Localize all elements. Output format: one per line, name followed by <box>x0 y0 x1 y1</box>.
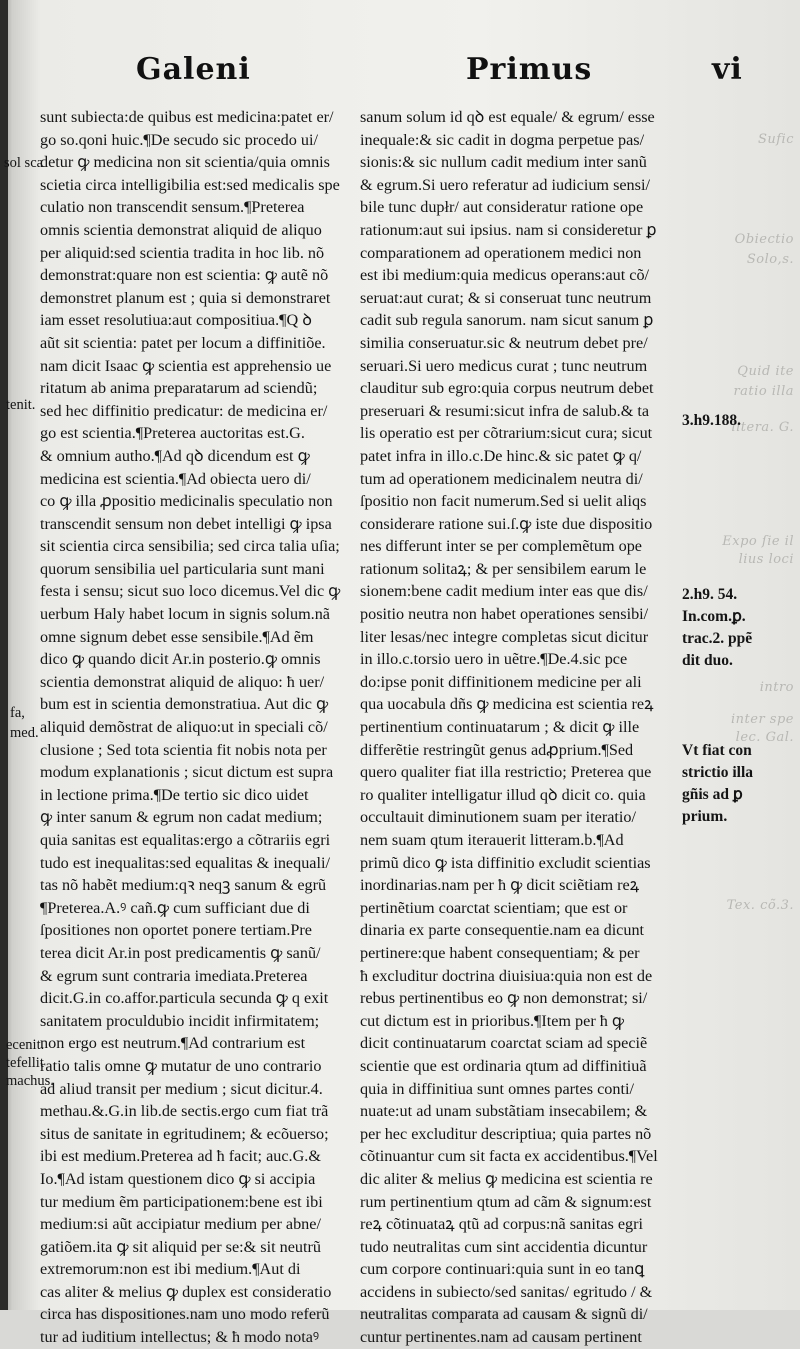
text-line: nem suam qtum iterauerit litteram.b.¶Ad <box>360 831 624 849</box>
text-line: scientie que est ordinaria qtum ad diffinitiuã <box>360 1056 647 1075</box>
margin-note-left: fa, <box>10 705 25 721</box>
text-line: rebus pertinentibus eo ꝙ non demonstrat; si/ <box>360 989 648 1008</box>
text-column-right <box>360 106 680 1349</box>
show-through-text: lius loci <box>738 552 794 567</box>
text-line: omnis scientia demonstrat aliquid de aliquo <box>40 220 322 239</box>
text-line: extremorum:non est ibi medium.¶Aut di <box>40 1260 301 1279</box>
text-line: comparationem ad operationem medici non <box>360 243 642 262</box>
text-line: aũt sit scientia: patet per locum a diffinitiõe. <box>40 333 326 352</box>
margin-note-left: ecenit. <box>6 1037 45 1053</box>
margin-note-left: med. <box>10 725 39 741</box>
text-line: ſpositio non facit numerum.Sed si uelit aliqs <box>360 492 647 511</box>
text-line: nes differunt inter se per complemẽtum ope <box>360 537 642 556</box>
margin-note-right: Vt fiat con <box>682 742 752 759</box>
text-line: ro qualiter intelligatur illud qꝺ dicit co. quia <box>360 785 646 804</box>
text-line: cuntur pertinentes.nam ad causam pertinent <box>360 1328 642 1347</box>
margin-note-right: 3.h9.188. <box>682 412 741 429</box>
show-through-text: Expo ſie il <box>722 534 794 549</box>
text-line: cadit sub regula sanorum. nam sicut sanum ꝑ <box>360 311 654 330</box>
text-line: neutralitas comparata ad causam & signũ di/ <box>360 1305 648 1324</box>
text-line: quia sanitas est equalitas:ergo a cõtrariis egri <box>40 831 331 849</box>
text-line: in lectione prima.¶De tertio sic dico uidet <box>40 785 309 804</box>
text-line: ad aliud transit per medium ; sicut dicitur.4. <box>40 1079 323 1098</box>
text-line: transcendit sensum non debet intelligi ꝙ ipsa <box>40 514 332 533</box>
text-line: seruari.Si uero medicus curat ; tunc neutrum <box>360 356 648 375</box>
show-through-text: Sufic <box>757 132 794 147</box>
text-line: differẽtie restringũt genus adꝓprium.¶Sed <box>360 740 634 759</box>
text-line: ibi est medium.Preterea ad ħ facit; auc.G.& <box>40 1147 321 1166</box>
text-line: iam esset resolutiua:aut compositiua.¶Q ꝺ <box>40 311 312 330</box>
text-line: patet infra in illo.c.De hinc.& sic patet ꝙ q/ <box>360 446 642 465</box>
text-line: gatiõem.ita ꝙ sit aliquid per se:& sit neutrũ <box>40 1237 321 1256</box>
text-line: terea dicit Ar.in post predicamentis ꝙ sanũ/ <box>40 943 321 962</box>
text-line: primũ dico ꝙ ista diffinitio excludit scientias <box>360 853 651 872</box>
text-line: preseruari & resumi:sicut infra de salub.& ta <box>360 401 650 420</box>
text-line: occultauit diminutionem suam per iteratio/ <box>360 808 637 827</box>
text-line: dico ꝙ quando dicit Ar.in posterio.ꝙ omnis <box>40 650 321 669</box>
text-line: inordinarias.nam per ħ ꝙ dicit sciẽtiam reꝝ <box>360 876 640 895</box>
text-line: detur ꝙ medicina non sit scientia/quia omnis <box>40 153 330 172</box>
text-line: pertinentium continuatarum ; & dicit ꝙ ille <box>360 718 640 737</box>
text-line: clauditur sub egro:quia corpus neutrum debet <box>360 379 654 398</box>
text-line: lis operatio est per cõtrarium:sicut cura; sicut <box>360 424 653 443</box>
text-line: nuate:ut ad unam substãtiam inseсabilem; & <box>360 1102 648 1121</box>
show-through-text: inter spe <box>731 712 794 727</box>
text-line: tur ad iuditium intellectus; & ħ modo notaꝰ <box>40 1328 320 1347</box>
text-line: cas aliter & melius ꝙ duplex est consideratio <box>40 1282 332 1301</box>
text-line: demonstret planum est ; quia si demonstraret <box>40 288 331 307</box>
text-line: considerare ratione sui.ſ.ꝙ iste due dispositio <box>360 514 653 533</box>
text-line: cum corpore continuari:quia sunt in eo tanꝗ <box>360 1260 645 1279</box>
margin-note-left: tenit. <box>6 397 36 413</box>
show-through-text: Solo,s. <box>746 252 794 267</box>
show-through-text: Obiectio <box>734 232 794 247</box>
text-line: omne signum debet esse sensibile.¶Ad ẽm <box>40 627 314 646</box>
text-line: in illo.c.torsio uero in uẽtre.¶De.4.sic pce <box>360 650 628 669</box>
text-line: pertinere:que habent consequentiam; & per <box>360 943 640 962</box>
text-line: aliquid demõstrat de aliquo:ut in speciali cõ/ <box>40 718 328 737</box>
margin-note-right: dit duo. <box>682 652 733 669</box>
margin-note-left: machus. <box>6 1073 54 1089</box>
text-line: tudo neutralitas cum sint accidentia dicuntur <box>360 1237 648 1256</box>
text-line: cut dictum est in prioribus.¶Item per ħ ꝙ <box>360 1011 625 1030</box>
show-through-text: Quid ite <box>737 364 794 379</box>
text-line: rum pertinentium qtum ad cãm & signum:est <box>360 1192 652 1211</box>
margin-note-right: trac.2. ppẽ <box>682 630 753 647</box>
text-line: pertinẽtium coarctat scientiam; que est or <box>360 898 628 917</box>
text-line: dicit continuatarum coarctat sciam ad speciẽ <box>360 1034 648 1053</box>
text-line: ¶Preterea.A.ꝰ cañ.ꝙ cum sufficiant due di <box>40 898 310 917</box>
text-line: scientia demonstrat aliquid de aliquo: ħ uer/ <box>40 672 325 691</box>
text-line: do:ipse ponit diffinitionem medicine per ali <box>360 672 642 691</box>
text-line: ſpositiones non oportet ponere tertiam.Pre <box>40 921 312 940</box>
text-line: similia conseruatur.sic & neutrum debet pre/ <box>360 333 648 352</box>
text-line: rationum solitaꝝ; & per sensibilem earum le <box>360 559 647 578</box>
folio-number: vi <box>712 52 743 87</box>
text-line: accidens in subiecto/sed sanitas/ egritudo / & <box>360 1282 653 1301</box>
text-line: liter lesas/nec integre completas sicut dicitur <box>360 627 649 646</box>
text-line: go so.qoni huic.¶De secudo sic procedo ui/ <box>40 130 318 149</box>
running-header-book: Primus <box>466 52 593 87</box>
show-through-text: litera. G. <box>731 420 794 435</box>
text-line: bile tunc dupłr/ aut consideratur ratione ope <box>360 198 644 217</box>
margin-note-right: prium. <box>682 808 728 825</box>
text-line: sionem:bene cadit medium inter eas que dis/ <box>360 582 648 601</box>
text-line: per hec excluditur descriptiua; quia partes nõ <box>360 1124 652 1143</box>
margin-note-left: sol sca <box>4 155 44 171</box>
text-line: sanitatem proculdubio incidit infirmitatem; <box>40 1011 320 1030</box>
text-line: tum ad operationem medicinalem neutra di/ <box>360 469 643 488</box>
text-line: clusione ; Sed tota scientia fit nobis nota per <box>40 740 327 759</box>
text-line: uerbum Haly habet locum in signis solum.nã <box>40 605 330 624</box>
text-line: quia in diffinitiua sunt omnes partes conti/ <box>360 1079 634 1098</box>
text-line: qua uocabula dñs ꝙ medicina est scientia reꝝ <box>360 695 654 714</box>
show-through-text: Tex. cõ.3. <box>726 898 794 913</box>
text-line: modum explanationis ; sicut dictum est supra <box>40 763 334 782</box>
text-line: dic aliter & melius ꝙ medicina est scientia re <box>360 1169 653 1188</box>
text-line: per aliquid:sed scientia tradita in hoc lib. nõ <box>40 243 325 262</box>
text-line: & omnium autho.¶Ad qꝺ dicendum est ꝙ <box>40 446 310 465</box>
margin-note-right: gñis ad ꝑ <box>682 786 743 803</box>
text-line: culatio non transcendit sensum.¶Preterea <box>40 198 305 217</box>
text-line: ratio talis omne ꝙ mutatur de uno contrario <box>40 1056 322 1075</box>
text-line: seruat:aut curat; & si conseruat tunc neutrum <box>360 288 652 307</box>
text-line: positio neutra non habet operationes sensibi/ <box>360 605 649 624</box>
text-line: scietia circa intelligibilia est:sed medicalis spe <box>40 175 340 194</box>
text-line: sit scientia circa sensibilia; sed circa talia uſia; <box>40 537 340 556</box>
text-line: co ꝙ illa ꝓpositio medicinalis speculatio non <box>40 492 333 511</box>
text-column-left <box>40 106 340 1349</box>
text-line: bum est in scientia demonstratiua. Aut dic ꝙ <box>40 695 329 714</box>
margin-note-left: tefellit <box>6 1055 44 1071</box>
text-line: medicina est scientia.¶Ad obiecta uero di/ <box>40 469 311 488</box>
text-line: methau.&.G.in lib.de sectis.ergo cum fiat trã <box>40 1102 329 1121</box>
text-line: circa has dispositiones.nam uno modo referũ <box>40 1305 330 1324</box>
text-line: sionis:& sic nullum cadit medium inter sanũ <box>360 153 647 172</box>
book-spine <box>0 0 8 1310</box>
text-line: dicit.G.in co.affor.particula secunda ꝙ q exit <box>40 989 329 1008</box>
text-line: rationum:aut sui ipsius. nam si consideretur ꝑ <box>360 220 657 239</box>
text-line: dinaria ex parte consequentie.nam ea dicunt <box>360 921 645 940</box>
text-line: & egrum.Si uero referatur ad iudicium sensi/ <box>360 175 650 194</box>
margin-note-right: In.com.ꝑ. <box>682 608 746 625</box>
text-line: Io.¶Ad istam questionem dico ꝙ si accipia <box>40 1169 316 1188</box>
text-line: sunt subiecta:de quibus est medicina:patet er/ <box>40 108 334 126</box>
text-line: situs de sanitate in egritudinem; & ecõuerso; <box>40 1124 329 1143</box>
text-line: cõtinuantur cum sit facta ex accidentibus.¶Vel <box>360 1147 658 1166</box>
running-header-title: Galeni <box>136 52 251 87</box>
show-through-text: ratio illa <box>733 384 794 399</box>
text-line: sanum solum id qꝺ est equale/ & egrum/ esse <box>360 108 655 126</box>
text-line: tas nõ habẽt medium:qꝛ neqꝫ sanum & egrũ <box>40 876 327 895</box>
show-through-text: lec. Gal. <box>735 730 794 745</box>
margin-note-right: strictio illa <box>682 764 754 781</box>
text-line: ritatum ab anima preparatarum ad sciendũ; <box>40 379 318 398</box>
margin-note-right: 2.h9. 54. <box>682 586 738 603</box>
text-line: tudo est inequalitas:sed equalitas & inequali/ <box>40 853 330 872</box>
text-line: nam dicit Isaac ꝙ scientia est apprehensio ue <box>40 356 332 375</box>
text-line: medium:si aũt accipiatur medium per abne/ <box>40 1215 321 1234</box>
text-line: tur medium ẽm participationem:bene est ibi <box>40 1192 323 1211</box>
text-line: reꝝ cõtinuataꝝ qtũ ad corpus:nã sanitas egri <box>360 1215 644 1234</box>
text-line: ħ excluditur doctrina diuisiua:quia non est de <box>360 966 653 985</box>
text-line: & egrum sunt contraria imediata.Preterea <box>40 966 308 985</box>
text-line: sed hec diffinitio predicatur: de medicina er/ <box>40 401 328 420</box>
text-line: quorum sensibilia uel particularia sunt mani <box>40 559 325 578</box>
text-line: go est scientia.¶Preterea auctoritas est.G. <box>40 424 305 443</box>
text-line: festa i sensu; sicut suo loco dicemus.Vel dic ꝙ <box>40 582 341 601</box>
text-line: est ibi medium:quia medicus operans:aut cõ/ <box>360 266 650 285</box>
text-line: demonstrat:quare non est scientia: ꝙ autẽ nõ <box>40 266 329 285</box>
show-through-text: intro <box>759 680 794 695</box>
text-line: quero qualiter fiat illa restrictio; Preterea que <box>360 763 652 782</box>
text-line: ꝙ inter sanum & egrum non cadat medium; <box>40 808 323 827</box>
text-line: non ergo est neutrum.¶Ad contrarium est <box>40 1034 306 1053</box>
text-line: inequale:& sic cadit in dogma perpetue pas/ <box>360 130 645 149</box>
